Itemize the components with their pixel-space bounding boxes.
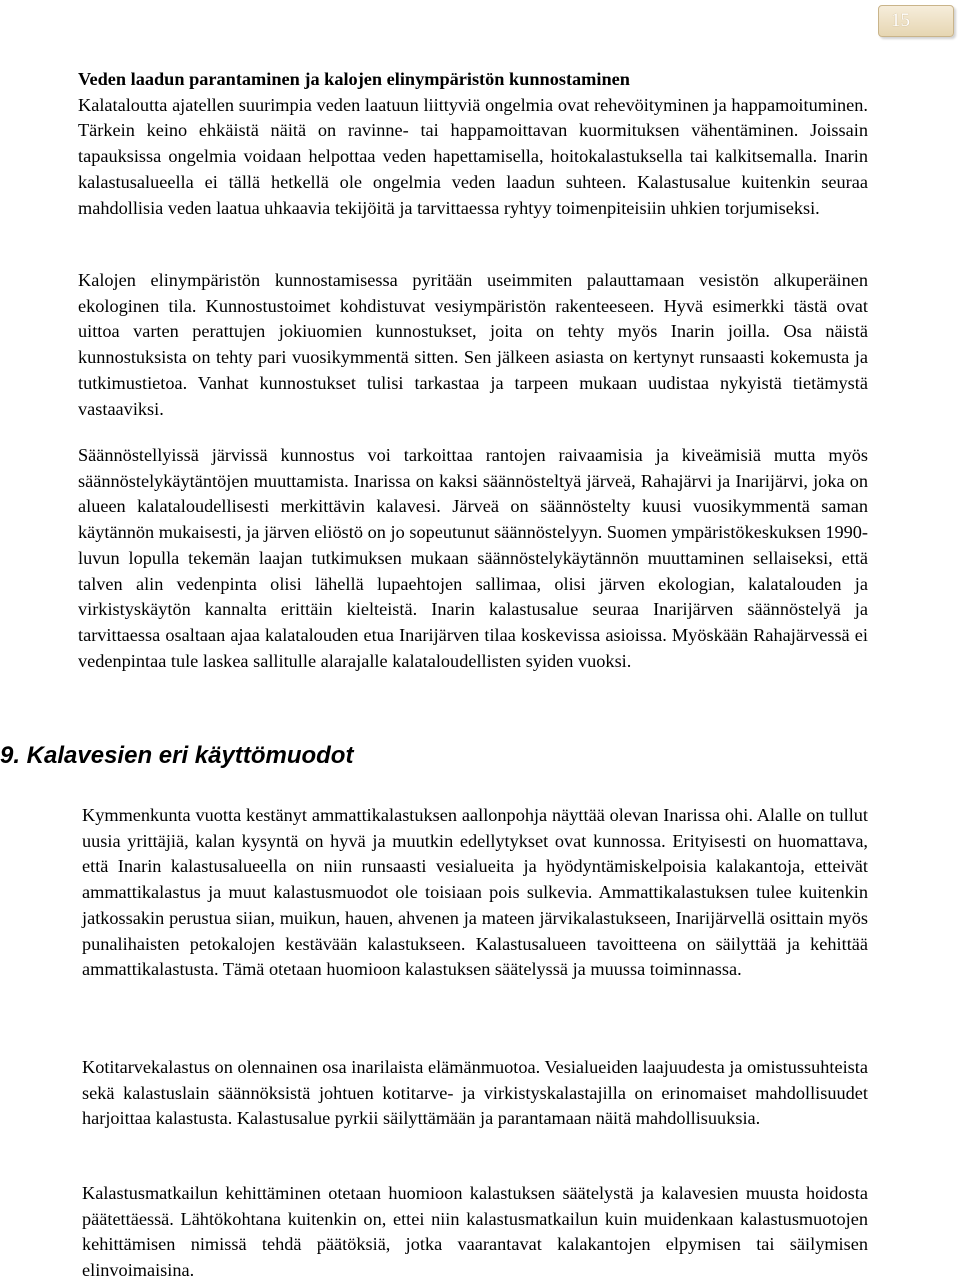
paragraph-commercial-fishing: Kymmenkunta vuotta kestänyt ammattikalastuksen aallonpohja näyttää olevan Inarissa ohi. Alalle on tullut uusia yrittäjiä, kalan kysyntä on hyvä ja muutkin edellytykset ovat kunnossa. Erityisesti on huomattava, että Inarin kalastusalueella on niin runsaasti vesialueita ja hyödyntämiskelpoisia kalakantoja, etteivät ammattikalastus ja muut kalastusmuodot ole toisiaan pois sulkevia. Ammattikalastuksen tulee kuitenkin jatkossakin perustua siian, muikun, hauen, ahvenen ja mateen järvikalastukseen, Inarijärvellä osittain myös punalihaisten petokalojen kestävään kalastukseen. Kalastusalueen tavoitteena on säilyttää ja kehittää ammattikalastusta. Tämä otetaan huomioon kalastuksen säätelyssä ja muussa toiminnassa. (82, 805, 868, 980)
page-number-badge: 15 (878, 5, 954, 37)
paragraph-regulated-lakes: Säännöstellyissä järvissä kunnostus voi tarkoittaa rantojen raivaamisia ja kiveämisiä mutta myös säännöstelykäytäntöjen muuttamista. Inarissa on kaksi säännösteltyä järveä, Rahajärvi ja Inarijärvi, joka on alueen kalataloudellisesti merkittävin kalavesi. Järveä on säännöstelty kuusi vuosikymmentä saman käytännön mukaisesti, ja järven eliöstö on jo sopeutunut säännöstelyyn. Suomen ympäristökeskuksen 1990-luvun lopulla tekemän laajan tutkimuksen mukaan säännöstelykäytännön muuttaminen sellaiseksi, että talven alin vedenpinta olisi lähellä lupaehtojen sallimaa, olisi järven ekologian, kalatalouden ja virkistyskäytön kannalta erittäin kielteistä. Inarin kalastusalue seuraa Inarijärven säännöstelyä ja tarvittaessa osaltaan ajaa kalatalouden etua Inarijärven tilaa koskevissa asioissa. Myöskään Rahajärvessä ei vedenpintaa tule laskea sallitulle alarajalle kalataloudellisten syiden vuoksi. (78, 445, 868, 671)
section-heading-fishing-uses: 9. Kalavesien eri käyttömuodot (0, 742, 354, 769)
paragraph-water-quality (78, 67, 868, 221)
paragraph-habitat-restoration: Kalojen elinympäristön kunnostamisessa pyritään useimmiten palauttamaan vesistön alkuperäinen ekologinen tila. Kunnostustoimet kohdistuvat vesiympäristön rakenteeseen. Hyvä esimerkki tästä ovat uittoa varten perattujen jokiuomien kunnostukset, joita on tehty myös Inarin joilla. Osa näistä kunnostuksista on tehty pari vuosikymmentä sitten. Sen jälkeen asiasta on kertynyt runsaasti kokemusta ja tutkimustietoa. Vanhat kunnostukset tulisi tarkastaa ja tarpeen mukaan uudistaa nykyistä tietämystä vastaaviksi. (78, 270, 868, 419)
subheading-water-quality: Veden laadun parantaminen ja kalojen elinympäristön kunnostaminen (78, 69, 630, 89)
paragraph-text: Kalataloutta ajatellen suurimpia veden laatuun liittyviä ongelmia ovat rehevöityminen ja happamoituminen. Tärkein keino ehkäistä näitä on ravinne- tai happamoittavan kuormituksen vähentäminen. Joissain tapauksissa ongelmia voidaan helpottaa veden hapettamisella, hoitokalastuksella tai kalkitsemalla. Inarin kalastusalueella ei tällä hetkellä ole ongelmia veden laadun suhteen. Kalastusalue kuitenkin seuraa mahdollisia veden laatua uhkaavia tekijöitä ja tarvittaessa ryhtyy toimenpiteisiin uhkien torjumiseksi. (78, 94, 868, 218)
paragraph-household-fishing: Kotitarvekalastus on olennainen osa inarilaista elämänmuotoa. Vesialueiden laajuudesta ja omistussuhteista sekä kalastuslain säännöksistä johtuen kotitarve- ja virkistyskalastajilla on erinomaiset mahdollisuudet harjoittaa kalastusta. Kalastusalue pyrkii säilyttämään ja parantamaan näitä mahdollisuuksia. (82, 1057, 868, 1129)
paragraph-fishing-tourism: Kalastusmatkailun kehittäminen otetaan huomioon kalastuksen säätelystä ja kalavesien muusta hoidosta päätettäessä. Lähtökohtana kuitenkin on, ettei niin kalastusmatkailun kuin muidenkaan kalastusmuotojen kehittämisen nimissä tehdä päätöksiä, jotka vaarantavat kalakantojen elpymisen tai säilymisen elinvoimaisina. (82, 1183, 868, 1281)
